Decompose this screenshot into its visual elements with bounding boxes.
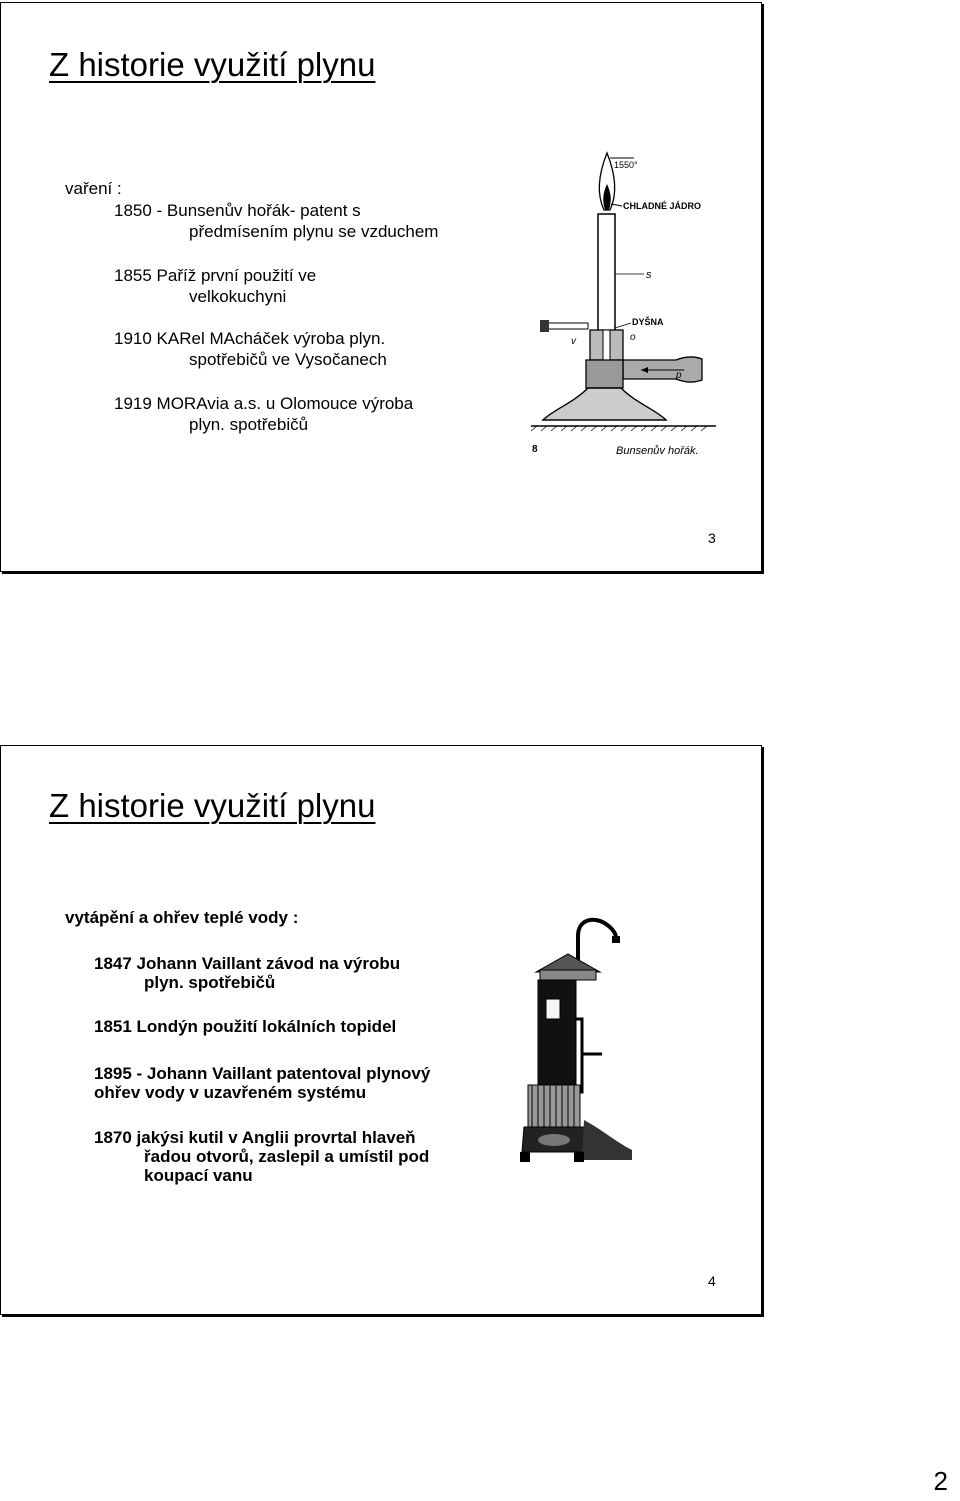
list-item: 1850 - Bunsenův hořák- patent s předmísením plynu se vzduchem [114,201,439,241]
list-item: 1910 KARel MAcháček výroba plyn. spotřebičů ve Vysočanech [114,329,387,369]
core-label: CHLADNÉ JÁDRO [623,201,702,211]
s-label: s [646,269,652,281]
v-label: v [571,336,576,347]
list-item: 1851 Londýn použití lokálních topidel [94,1017,397,1036]
slide-number: 3 [708,530,716,546]
slide-title: Z historie využití plynu [49,787,376,824]
slide-4 [0,745,762,1315]
list-item: 1847 Johann Vaillant závod na výrobu plyn. spotřebičů [94,954,401,992]
slide-3 [0,2,762,572]
page-number: 2 [933,1466,948,1496]
bunsen-burner-illustration [526,148,721,460]
p-label: p [676,370,682,381]
temperature-label: 1550° [614,160,638,170]
nozzle-label: DYŠNA [632,317,664,327]
list-item: 1855 Paříž první použití ve velkokuchyni [114,266,317,306]
section-heading: vytápění a ohřev teplé vody : [65,908,299,927]
water-heater-illustration [516,914,641,1176]
section-heading: vaření : [65,179,122,198]
slide-number: 4 [708,1273,716,1289]
figure-caption: Bunsenův hořák. [616,445,699,457]
slide-title: Z historie využití plynu [49,46,376,83]
list-item: 1895 - Johann Vaillant patentoval plynový ohřev vody v uzavřeném systému [94,1064,431,1102]
list-item: 1870 jakýsi kutil v Anglii provrtal hlaveň řadou otvorů, zaslepil a umístil pod koupací vanu [94,1128,430,1185]
list-item: 1919 MORAvia a.s. u Olomouce výroba plyn. spotřebičů [114,394,414,434]
figure-number: 8 [532,444,538,455]
o-label: o [630,332,636,343]
